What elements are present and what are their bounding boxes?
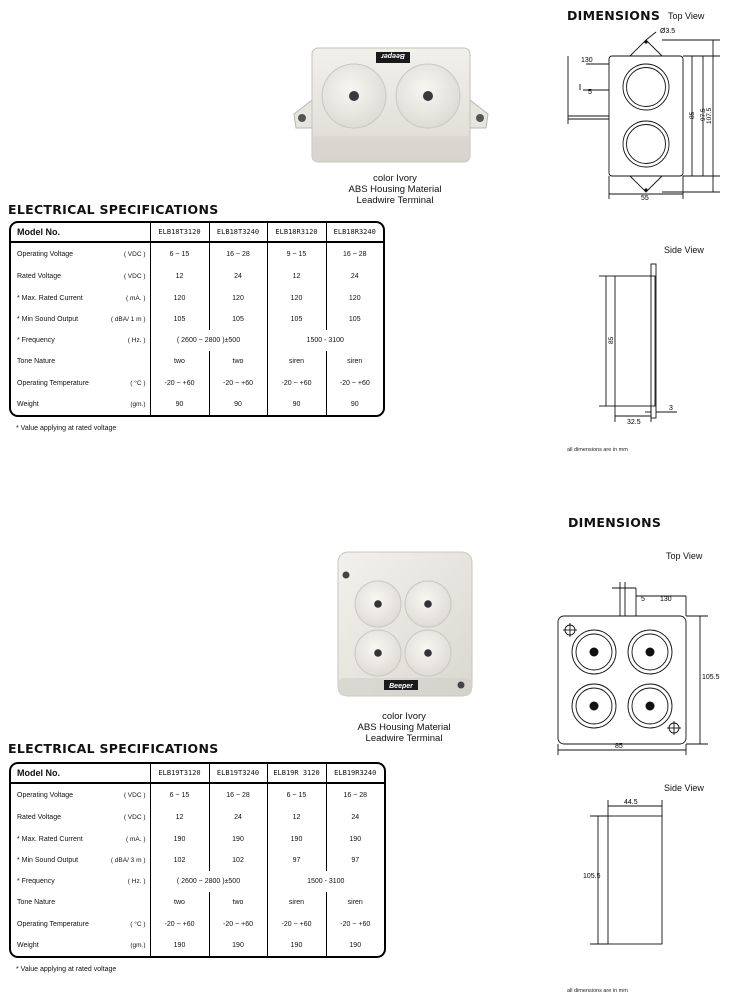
side-dim-105-5: 105.5 [583,873,601,880]
dim-5: 5 [588,89,592,96]
table-row: Weight (gm.) 190 190 190 190 [11,935,384,956]
header-model: ELB18T3240 [209,223,267,242]
spec-heading: ELECTRICAL SPECIFICATIONS [8,202,219,217]
dim-107-5: 107.5 [706,107,713,124]
header-model: ELB18R3120 [267,223,326,242]
side-view-drawing [578,796,688,956]
header-model: ELB18T3120 [150,223,209,242]
header-model: ELB19T3120 [150,764,209,783]
caption-terminal: Leadwire Terminal [365,733,443,744]
side-dim-85: 85 [608,336,615,344]
product-caption [320,173,470,206]
table-row: Operating Voltage ( VDC ) 6 ~ 15 16 ~ 28 6 ~ 15 16 ~ 28 [11,783,384,807]
table-row: Rated Voltage ( VDC ) 12 24 12 24 [11,266,383,287]
header-model: ELB19R3240 [326,764,384,783]
dim-97-5: 97.5 [700,108,707,121]
top-view-title: Top View [668,11,705,21]
caption-color: color Ivory [382,711,426,722]
dimension-note: all dimensions are in mm [567,447,628,453]
side-view-drawing [595,262,715,424]
table-row: Operating Temperature ( °C ) -20 ~ +60 -20 ~ +60 -20 ~ +60 -20 ~ +60 [11,372,383,393]
table-row: * Frequency ( Hz. ) ( 2600 ~ 2800 )±500 1500 - 3100 [11,871,384,892]
top-view-drawing [550,24,730,204]
caption-material: ABS Housing Material [357,722,451,733]
header-model: ELB18R3240 [326,223,383,242]
caption-terminal: Leadwire Terminal [356,195,434,206]
top-view-drawing [550,560,730,760]
spec-heading: ELECTRICAL SPECIFICATIONS [8,741,219,756]
dimensions-heading: DIMENSIONS [568,515,662,530]
side-view-title: Side View [664,245,704,255]
top-view-title: Top View [666,551,703,561]
dim-5: 5 [641,596,645,603]
caption-color: color Ivory [373,173,417,184]
table-row: Tone Nature two two siren siren [11,351,383,372]
table-row: Operating Temperature ( °C ) -20 ~ +60 -20 ~ +60 -20 ~ +60 -20 ~ +60 [11,913,384,934]
dim-85: 85 [689,111,696,119]
side-view-title: Side View [664,783,704,793]
table-row: Weight (gm.) 90 90 90 90 [11,394,383,415]
footnote: * Value applying at rated voltage [16,425,117,432]
dim-105-5: 105.5 [702,674,720,681]
footnote: * Value applying at rated voltage [16,966,117,973]
dim-130: 130 [660,596,672,603]
spec-table [9,762,386,958]
table-row: Tone Nature two two siren siren [11,892,384,913]
side-dim-44-5: 44.5 [624,799,638,806]
dimension-note: all dimensions are in mm [567,988,628,994]
header-model-no: Model No. [11,223,150,242]
product-image-four-sounder [334,550,478,700]
table-row: Rated Voltage ( VDC ) 12 24 12 24 [11,807,384,828]
header-model: ELB19T3240 [209,764,267,783]
dim-hole: Ø3.5 [660,28,676,35]
dim-85: 85 [615,743,623,750]
table-row: Operating Voltage ( VDC ) 6 ~ 15 16 ~ 28 9 ~ 15 16 ~ 28 [11,242,383,266]
side-dim-32-5: 32.5 [627,419,641,424]
header-model-no: Model No. [11,764,150,783]
table-row: * Min Sound Output ( dBA/ 3 m ) 102 102 97 97 [11,850,384,871]
brand-label: Beeper [381,52,405,59]
dimensions-heading: DIMENSIONS [567,8,661,23]
table-row: * Max. Rated Current ( mA. ) 120 120 120 120 [11,288,383,309]
spec-table [9,221,385,417]
product-image-two-sounder [288,44,494,166]
table-header-row [11,223,383,242]
dim-55: 55 [641,195,649,202]
table-row: * Max. Rated Current ( mA. ) 190 190 190 190 [11,829,384,850]
header-model: ELB19R 3120 [267,764,326,783]
caption-material: ABS Housing Material [348,184,442,195]
table-row: * Frequency ( Hz. ) ( 2600 ~ 2800 )±500 1500 - 3100 [11,330,383,351]
table-header-row [11,764,384,783]
table-row: * Min Sound Output ( dBA/ 1 m ) 105 105 105 105 [11,309,383,330]
dim-130: 130 [581,57,593,64]
brand-label: Beeper [389,683,413,690]
side-dim-3: 3 [669,405,673,412]
product-caption [324,711,484,744]
